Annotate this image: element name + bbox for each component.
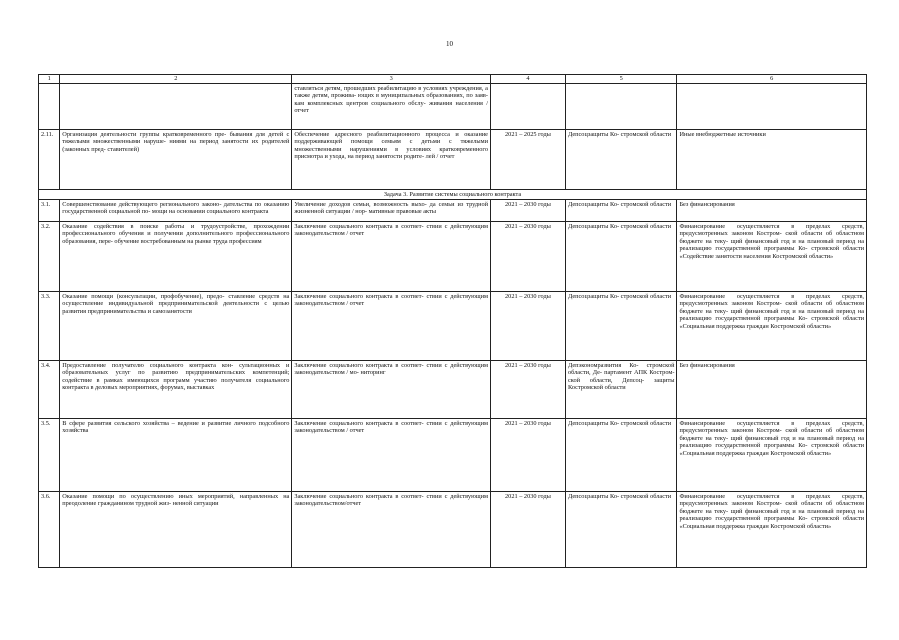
cell-number: 3.4.: [39, 361, 60, 419]
cell-number: [39, 84, 60, 130]
cell-financing: Без финансирования: [677, 200, 867, 222]
cell-measure: Совершенствование действующего регионального законо- дательства по оказанию государственной социальной по- мощи на основании социального контракта: [60, 200, 292, 222]
cell-executor: Депсоцзащиты Ко- стромской области: [565, 222, 676, 292]
cell-financing: Финансирование осуществляется в пределах средств, предусмотренных законом Костром- ской области об областном бюджете на теку- щий финансовый год и на плановый период на реализацию государственной программы Ко- стромской области «Социальная поддержка граждан Костромской области»: [677, 419, 867, 492]
cell-period: [490, 84, 565, 130]
table-row: [39, 200, 867, 222]
cell-period: 2021 – 2030 годы: [490, 222, 565, 292]
cell-result: Обеспечение адресного реабилитационного процесса и оказание поддерживающей помощи семьям с детьми с тяжелыми множественными нарушениями в условиях кратковременного присмотра и ухода, на период занятости родите- лей / отчет: [292, 130, 491, 190]
cell-financing: [677, 84, 867, 130]
column-number: 3: [292, 75, 491, 84]
table-row: [39, 492, 867, 568]
column-number: 4: [490, 75, 565, 84]
cell-financing: Финансирование осуществляется в пределах средств, предусмотренных законом Костром- ской области об областном бюджете на теку- щий финансовый год и на плановый период на реализацию государственной программы Ко- стромской области «Социальная поддержка граждан Костромской области»: [677, 492, 867, 568]
cell-period: 2021 – 2030 годы: [490, 492, 565, 568]
table-row: [39, 222, 867, 292]
continuation-row: [39, 84, 867, 130]
column-number: 5: [565, 75, 676, 84]
cell-result: Заключение социального контракта в соответ- ствии с действующим законодательством / мо- ниторинг: [292, 361, 491, 419]
cell-measure: Предоставление получателю социального контракта кон- сультационных и образовательных услуг по развитию предпринимательских компетенций; содействие в рамках имеющихся программ участию получателя социального контракта в деловых мероприятиях, форумах, выставках: [60, 361, 292, 419]
cell-number: 3.3.: [39, 292, 60, 361]
column-number: 2: [60, 75, 292, 84]
column-number: 6: [677, 75, 867, 84]
cell-number: 2.11.: [39, 130, 60, 190]
column-number: 1: [39, 75, 60, 84]
cell-measure: Оказание помощи по осуществлению иных мероприятий, направленных на преодоление гражданином трудной жиз- ненной ситуации: [60, 492, 292, 568]
cell-financing: Финансирование осуществляется в пределах средств, предусмотренных законом Костром- ской области об областном бюджете на теку- щий финансовый год и на плановый период на реализацию государственной программы Ко- стромской области «Социальная поддержка граждан Костромской области»: [677, 292, 867, 361]
cell-executor: Депсоцзащиты Ко- стромской области: [565, 292, 676, 361]
cell-executor: Депэкономразвития Ко- стромской области, Де- партамент АПК Костром- ской области, Депсоц- защиты Костромской области: [565, 361, 676, 419]
cell-period: 2021 – 2030 годы: [490, 292, 565, 361]
cell-measure: Оказание содействия в поиске работы и трудоустройстве, прохождении профессионального обучения и получении дополнительного профессионального образования, пере- обучение востребованным на рынке труда профессиям: [60, 222, 292, 292]
cell-financing: Иные внебюджетные источники: [677, 130, 867, 190]
cell-number: 3.1.: [39, 200, 60, 222]
cell-result: Заключение социального контракта в соответ- ствии с действующим законодательством / отчет: [292, 419, 491, 492]
cell-measure: [60, 84, 292, 130]
cell-result: Заключение социального контракта в соответ- ствии с действующим законодательством / отчет: [292, 292, 491, 361]
cell-executor: Депсоцзащиты Ко- стромской области: [565, 419, 676, 492]
column-number-row: [39, 75, 867, 84]
table-row: [39, 130, 867, 190]
cell-measure: В сфере развития сельского хозяйства – ведение и развитие личного подсобного хозяйства: [60, 419, 292, 492]
cell-executor: Депсоцзащиты Ко- стромской области: [565, 200, 676, 222]
page-number: 10: [446, 40, 453, 48]
cell-period: 2021 – 2030 годы: [490, 200, 565, 222]
cell-result: ставляться детям, прошедших реабилитацию в условиях учреждения, а также детям, прожива- ющих в муниципальных образованиях, по заяв- кам комплексных центров социального обслу- живания населения / отчет: [292, 84, 491, 130]
cell-result: Заключение социального контракта в соответ- ствии с действующим законодательством / отчет: [292, 222, 491, 292]
action-plan-table: [38, 74, 867, 568]
cell-measure: Оказание помощи (консультации, профобучение), предо- ставление средств на осуществление индивидуальной предпринимательской деятельности с целью развития предпринимательства и самозанятости: [60, 292, 292, 361]
cell-number: 3.5.: [39, 419, 60, 492]
cell-measure: Организация деятельности группы кратковременного пре- бывания для детей с тяжелыми множественными наруше- ниями на период занятости их родителей (законных пред- ставителей): [60, 130, 292, 190]
cell-period: 2021 – 2030 годы: [490, 419, 565, 492]
cell-financing: Финансирование осуществляется в пределах средств, предусмотренных законом Костром- ской области об областном бюджете на теку- щий финансовый год и на плановый период на реализацию государственной программы Ко- стромской области «Содействие занятости населения Костромской области»: [677, 222, 867, 292]
table-row: [39, 361, 867, 419]
table-row: [39, 419, 867, 492]
cell-executor: Депсоцзащиты Ко- стромской области: [565, 130, 676, 190]
section-title: Задача 3. Развитие системы социального контракта: [39, 190, 867, 200]
cell-executor: Депсоцзащиты Ко- стромской области: [565, 492, 676, 568]
cell-period: 2021 – 2030 годы: [490, 361, 565, 419]
cell-financing: Без финансирования: [677, 361, 867, 419]
cell-number: 3.6.: [39, 492, 60, 568]
table-row: [39, 292, 867, 361]
section-heading-row: [39, 190, 867, 200]
cell-result: Увеличение доходов семьи, возможность выхо- да семьи из трудной жизненной ситуации / нор- мативные правовые акты: [292, 200, 491, 222]
cell-period: 2021 – 2025 годы: [490, 130, 565, 190]
cell-result: Заключение социального контракта в соответ- ствии с действующим законодательством/отчет: [292, 492, 491, 568]
cell-executor: [565, 84, 676, 130]
cell-number: 3.2.: [39, 222, 60, 292]
